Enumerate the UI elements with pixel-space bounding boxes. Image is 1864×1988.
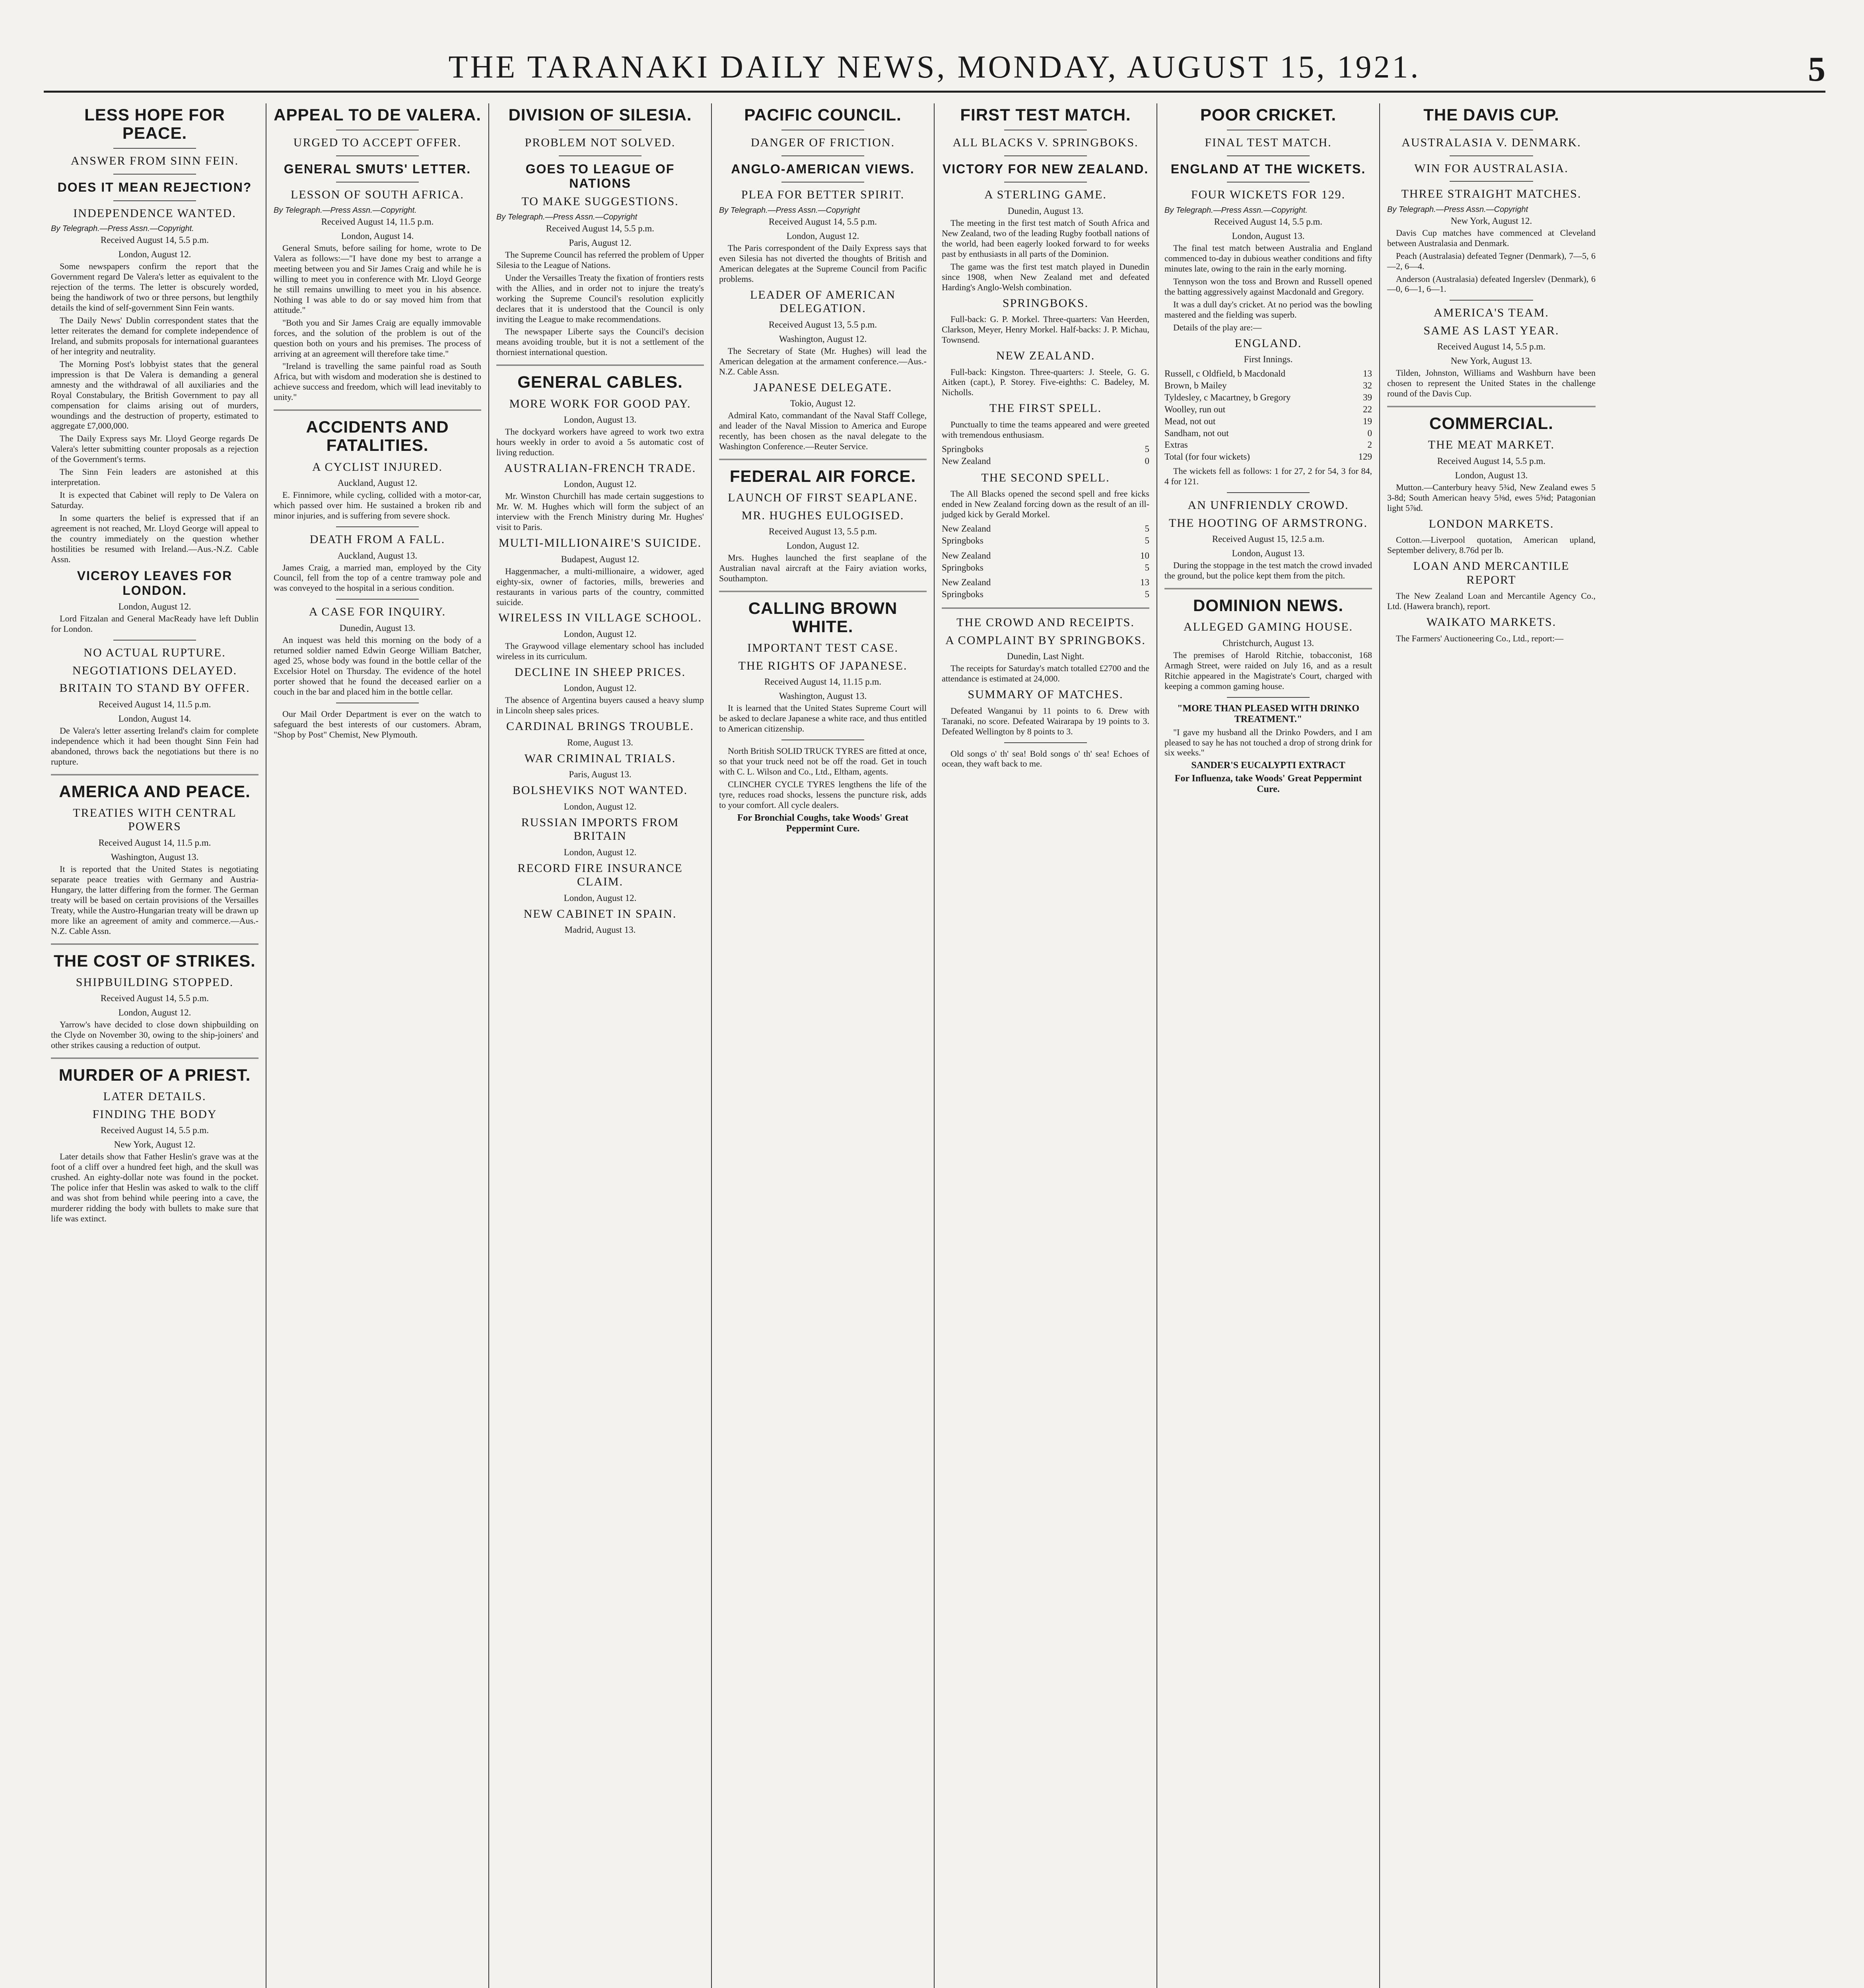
- paragraph: It is reported that the United States is negotiating separate peace treaties with Germany and Austria-Hungary, the latter differing from the former. The German treaty will be based on certain provisions of the Versailles Treaty, while the Austro-Hungarian treaty will be drawn up more like an agreement of amity and commerce.—Aus.-N.Z. Cable Assn.: [51, 864, 259, 936]
- scorecard-row: [1164, 380, 1372, 392]
- received-line: Received August 14, 5.5 p.m.: [546, 223, 655, 233]
- masthead: [44, 44, 1825, 91]
- rule: [113, 174, 196, 175]
- agency-line: By Telegraph.—Press Assn.—Copyright.: [1164, 206, 1308, 215]
- dateline: New York, August 12.: [114, 1140, 196, 1150]
- received-line: Received August 14, 5.5 p.m.: [1437, 456, 1546, 466]
- received-line: Received August 14, 5.5 p.m.: [100, 235, 209, 245]
- subheadline: ANGLO-AMERICAN VIEWS.: [731, 161, 915, 176]
- score-value: 5: [1145, 444, 1149, 454]
- headline: THE DAVIS CUP.: [1423, 105, 1559, 124]
- received-line: Received August 14, 11.5 p.m.: [98, 837, 211, 848]
- score-value: 5: [1145, 523, 1149, 534]
- runs-value: 0: [1367, 428, 1372, 438]
- subheadline: ANSWER FROM SINN FEIN.: [70, 154, 239, 168]
- rule: [1387, 406, 1596, 407]
- received-line: Received August 15, 12.5 a.m.: [1212, 534, 1325, 544]
- headline: CALLING BROWN WHITE.: [748, 599, 898, 636]
- paragraph: It is expected that Cabinet will reply to De Valera on Saturday.: [51, 490, 259, 511]
- paragraph: The receipts for Saturday's match totalled £2700 and the attendance is estimated at 24,000.: [942, 663, 1149, 684]
- received-line: Received August 14, 11.5 p.m.: [321, 216, 434, 227]
- subheadline: JAPANESE DELEGATE.: [753, 381, 892, 394]
- paragraph: An inquest was held this morning on the body of a returned soldier named Edwin George William Batcher, aged 25, whose body was found in the bottle cellar of the Excelsior Hotel on Thursday. The evidence of the hotel porter showed that he found the deceased earlier on a couch in the bar and placed him in the bottle cellar.: [274, 635, 481, 697]
- subheadline: THE CROWD AND RECEIPTS.: [956, 616, 1135, 629]
- paragraph: Cotton.—Liverpool quotation, American upland, September delivery, 8.76d per lb.: [1387, 535, 1596, 555]
- paragraph: The New Zealand Loan and Mercantile Agency Co., Ltd. (Hawera branch), report.: [1387, 591, 1596, 612]
- dateline: New York, August 12.: [1450, 215, 1532, 226]
- subheadline: IMPORTANT TEST CASE.: [747, 641, 899, 655]
- paragraph: The Farmers' Auctioneering Co., Ltd., report:—: [1396, 633, 1564, 643]
- headline: DOMINION NEWS.: [1193, 596, 1343, 615]
- subheadline: CARDINAL BRINGS TROUBLE.: [506, 720, 694, 733]
- advertisement: Our Mail Order Department is ever on the watch to safeguard the best interests of our customers. Abram, "Shop by Post" Chemist, New Plymouth.: [274, 709, 481, 740]
- subheadline: A STERLING GAME.: [984, 188, 1107, 202]
- team-name: Springboks: [942, 535, 984, 546]
- batsman-name: Tyldesley, c Macartney, b Gregory: [1164, 392, 1291, 402]
- headline: PACIFIC COUNCIL.: [744, 105, 902, 124]
- dateline: London, August 12.: [786, 231, 859, 241]
- subheadline: DANGER OF FRICTION.: [750, 136, 895, 149]
- headline: APPEAL TO DE VALERA.: [274, 105, 481, 124]
- rule: [1227, 697, 1310, 698]
- dateline: London, August 12.: [786, 541, 859, 551]
- dateline: London, August 12.: [118, 602, 191, 612]
- headline: ACCIDENTS AND FATALITIES.: [306, 417, 449, 455]
- rule: [1164, 588, 1372, 589]
- score-value: 10: [1140, 550, 1149, 561]
- dateline: Rome, August 13.: [567, 737, 634, 747]
- subheadline: TO MAKE SUGGESTIONS.: [521, 195, 679, 208]
- paragraph: E. Finnimore, while cycling, collided with a motor-car, which passed over him. He sustained a broken rib and minor injuries, and is suffering from severe shock.: [274, 490, 481, 521]
- subheadline: WAR CRIMINAL TRIALS.: [524, 751, 676, 765]
- dateline: London, August 12.: [564, 629, 637, 639]
- score-value: 0: [1145, 456, 1149, 466]
- headline: FEDERAL AIR FORCE.: [729, 466, 916, 485]
- headline: GENERAL CABLES.: [517, 373, 683, 392]
- paragraph: Anderson (Australasia) defeated Ingerslev (Denmark), 6—0, 6—1, 6—1.: [1387, 274, 1596, 294]
- runs-value: 39: [1363, 392, 1372, 402]
- rule: [51, 774, 259, 775]
- subheadline: VICEROY LEAVES FOR LONDON.: [77, 568, 233, 598]
- batsman-name: Sandham, not out: [1164, 428, 1229, 438]
- rule: [496, 365, 704, 366]
- advertisement: For Bronchial Coughs, take Woods' Great Peppermint Cure.: [737, 812, 909, 834]
- dateline: Washington, August 12.: [779, 334, 867, 344]
- advertisement-headline: SANDER'S EUCALYPTI EXTRACT: [1191, 760, 1345, 771]
- rule: [336, 526, 419, 527]
- dateline: Paris, August 13.: [569, 769, 632, 780]
- column-2: [266, 103, 489, 1988]
- paragraph: The dockyard workers have agreed to work two extra hours weekly in order to avoid a 5s automatic cost of living reduction.: [496, 427, 704, 457]
- subheadline: SUMMARY OF MATCHES.: [968, 688, 1123, 701]
- page-number: 5: [1808, 50, 1825, 89]
- paragraph: General Smuts, before sailing for home, wrote to De Valera as follows:—"I have done my best to arrange a meeting between you and Sir James Craig and while he is willing to meet you in conference with Mr. Lloyd George he still remains unwilling to meet you in his absence. Nothing I was able to do or say moved him from that attitude.": [274, 243, 481, 315]
- subheadline: INDEPENDENCE WANTED.: [73, 206, 236, 220]
- runs-value: 129: [1358, 452, 1372, 462]
- subheadline: DECLINE IN SHEEP PRICES.: [514, 665, 686, 679]
- dateline: London, August 12.: [564, 801, 637, 812]
- score-value: 5: [1145, 562, 1149, 573]
- paragraph: De Valera's letter asserting Ireland's claim for complete independence which it had been thought Sinn Fein had abandoned, throws back the negotiations but there is no rupture.: [51, 725, 259, 767]
- advertisement: CLINCHER CYCLE TYRES lengthens the life of the tyre, reduces road shocks, lessens the puncture risk, adds to your comfort. All cycle dealers.: [719, 779, 927, 810]
- paragraph: Defeated Wanganui by 11 points to 6. Drew with Taranaki, no score. Defeated Wairarapa by 19 points to 3. Defeated Wellington by 8 points to 3.: [942, 705, 1149, 736]
- agency-line: By Telegraph.—Press Assn.—Copyright: [719, 206, 860, 215]
- dateline: London, August 13.: [1455, 470, 1528, 480]
- subheadline: ENGLAND AT THE WICKETS.: [1170, 161, 1366, 176]
- scorecard-row: [1164, 368, 1372, 380]
- paragraph: James Craig, a married man, employed by the City Council, fell from the top of a centre tramway pole and was conveyed to the hospital in a serious condition.: [274, 562, 481, 593]
- team-label: SPRINGBOKS.: [1002, 296, 1089, 310]
- rule: [942, 608, 1149, 609]
- score-value: 5: [1145, 589, 1149, 600]
- paragraph: The meeting in the first test match of South Africa and New Zealand, two of the leading Rugby football nations of the world, had been eagerly looked forward to for weeks past by enthusiasts in all parts of the Dominion.: [942, 217, 1149, 259]
- subheadline: DOES IT MEAN REJECTION?: [57, 180, 252, 194]
- dateline: London, August 12.: [118, 1008, 191, 1018]
- subheadline: THE SECOND SPELL.: [981, 471, 1110, 484]
- rule: [336, 599, 419, 600]
- dateline: New York, August 13.: [1450, 356, 1532, 366]
- subheadline: A COMPLAINT BY SPRINGBOKS.: [945, 633, 1146, 647]
- subheadline: VICTORY FOR NEW ZEALAND.: [942, 161, 1149, 176]
- paragraph: "Ireland is travelling the same painful road as South Africa, but with wisdom and moderation she is destined to achieve success and freedom, which will lead inevitably to unity.": [274, 361, 481, 402]
- dateline: Washington, August 13.: [779, 691, 867, 701]
- subheadline: MULTI-MILLIONAIRE'S SUICIDE.: [498, 536, 702, 550]
- dateline: London, August 14.: [341, 231, 414, 241]
- paragraph: Haggenmacher, a multi-millionaire, a widower, aged eighty-six, owner of factories, mills, breweries and restaurants in various parts of the country, committed suicide.: [496, 566, 704, 607]
- agency-line: By Telegraph.—Press Assn.—Copyright.: [51, 224, 194, 233]
- rule: [113, 148, 196, 149]
- received-line: Received August 14, 5.5 p.m.: [100, 1125, 209, 1136]
- paragraph: Davis Cup matches have commenced at Cleveland between Australasia and Denmark.: [1387, 227, 1596, 248]
- score-box: [942, 523, 1149, 547]
- batsman-name: Mead, not out: [1164, 416, 1216, 426]
- paragraph: Tilden, Johnston, Williams and Washburn have been chosen to represent the United States in the challenge round of the Davis Cup.: [1387, 368, 1596, 399]
- dateline: Dunedin, August 13.: [339, 623, 416, 633]
- dateline: London, August 12.: [118, 249, 191, 260]
- innings-label: First Innings.: [1244, 354, 1293, 365]
- team-list: Full-back: Kingston. Three-quarters: J. Steele, G. G. Aitken (capt.), P. Storey. Five-eighths: C. Badeley, M. Nicholls.: [942, 367, 1149, 398]
- subheadline: AUSTRALIAN-FRENCH TRADE.: [504, 461, 696, 475]
- dateline: London, August 12.: [564, 479, 637, 489]
- rule: [1004, 742, 1087, 743]
- batsman-name: Total (for four wickets): [1164, 452, 1250, 462]
- rule: [1227, 155, 1310, 156]
- paragraph: Later details show that Father Heslin's grave was at the foot of a cliff over a hundred feet high, and the skull was crushed. An eighty-dollar note was found in the pocket. The police infer that Heslin was asked to walk to the cliff and was shot from behind while peering into a cave, the murderer ridding the body with bullets to make sure that life was extinct.: [51, 1151, 259, 1223]
- rule: [719, 591, 927, 592]
- scorecard-row: [1164, 415, 1372, 427]
- agency-line: By Telegraph.—Press Assn.—Copyright.: [274, 206, 417, 215]
- column-3: [489, 103, 712, 1988]
- subheadline: AUSTRALASIA V. DENMARK.: [1401, 136, 1581, 149]
- dateline: London, August 12.: [564, 847, 637, 857]
- paragraph: Peach (Australasia) defeated Tegner (Denmark), 7—5, 6—2, 6—4.: [1387, 250, 1596, 271]
- column-7: [1380, 103, 1603, 1988]
- score-box: [942, 577, 1149, 600]
- team-name: New Zealand: [942, 550, 991, 561]
- runs-value: 19: [1363, 416, 1372, 426]
- dateline: Christchurch, August 13.: [1223, 638, 1314, 648]
- dateline: London, August 13.: [564, 415, 637, 425]
- subheadline: WIRELESS IN VILLAGE SCHOOL.: [498, 611, 702, 625]
- rule: [113, 200, 196, 201]
- subheadline: URGED TO ACCEPT OFFER.: [293, 136, 462, 149]
- subheadline: FINAL TEST MATCH.: [1205, 136, 1332, 149]
- rule: [781, 155, 865, 156]
- article-columns: [44, 103, 1825, 1988]
- subheadline: BRITAIN TO STAND BY OFFER.: [59, 681, 250, 695]
- paragraph: The wickets fell as follows: 1 for 27, 2 for 54, 3 for 84, 4 for 121.: [1164, 466, 1372, 487]
- received-line: Received August 14, 5.5 p.m.: [1214, 216, 1323, 227]
- headline: DIVISION OF SILESIA.: [508, 105, 692, 124]
- batsman-name: Woolley, run out: [1164, 404, 1226, 414]
- subheadline: A CASE FOR INQUIRY.: [309, 605, 446, 619]
- rule: [559, 155, 642, 156]
- received-line: Received August 14, 11.5 p.m.: [98, 699, 211, 709]
- rule: [1450, 181, 1533, 182]
- column-5: [935, 103, 1157, 1988]
- rule: [1227, 492, 1310, 493]
- paragraph: The Graywood village elementary school has included wireless in its curriculum.: [496, 641, 704, 661]
- team-name: Springboks: [942, 562, 984, 573]
- subheadline: GENERAL SMUTS' LETTER.: [284, 161, 471, 176]
- paragraph: Some newspapers confirm the report that the Government regard De Valera's letter as equivalent to the rejection of the terms. The letter is obscurely worded, being the handiwork of two or three persons, but lengthily details the kind of self-government Sinn Fein wants.: [51, 261, 259, 313]
- runs-value: 32: [1363, 381, 1372, 390]
- paragraph: Punctually to time the teams appeared and were greeted with tremendous enthusiasm.: [942, 419, 1149, 440]
- subheadline: THREE STRAIGHT MATCHES.: [1401, 187, 1582, 201]
- subheadline: LONDON MARKETS.: [1429, 517, 1554, 530]
- headline: POOR CRICKET.: [1200, 105, 1337, 124]
- rule: [1450, 300, 1533, 301]
- team-name: Springboks: [942, 444, 984, 454]
- dateline: Auckland, August 12.: [337, 478, 418, 488]
- subheadline: AN UNFRIENDLY CROWD.: [1188, 499, 1349, 512]
- scorecard-row: [1164, 451, 1372, 463]
- subheadline: PROBLEM NOT SOLVED.: [525, 136, 676, 149]
- subheadline: LOAN AND MERCANTILE REPORT: [1413, 559, 1570, 586]
- batsman-name: Russell, c Oldfield, b Macdonald: [1164, 369, 1286, 379]
- dateline: Paris, August 12.: [569, 237, 632, 248]
- subheadline: NEGOTIATIONS DELAYED.: [72, 664, 237, 677]
- subheadline: ALLEGED GAMING HOUSE.: [1183, 620, 1353, 634]
- advertisement: For Influenza, take Woods' Great Peppermint Cure.: [1174, 773, 1362, 795]
- paragraph: Tennyson won the toss and Brown and Russell opened the batting aggressively against Macdonald and Gregory.: [1164, 276, 1372, 297]
- subheadline: LESSON OF SOUTH AFRICA.: [290, 188, 465, 202]
- score-value: 13: [1140, 577, 1149, 588]
- paragraph: Mutton.—Canterbury heavy 5¾d, New Zealand ewes 5 3-8d; South American heavy 5⅜d, ewes 5⅝d; Patagonian light 5⅞d.: [1387, 482, 1596, 513]
- paragraph: The newspaper Liberte says the Council's decision means avoiding trouble, but it is not a settlement of the thorniest international question.: [496, 326, 704, 357]
- paragraph: The Paris correspondent of the Daily Express says that even Silesia has not diverted the thoughts of British and American delegates at the Supreme Council from Pacific problems.: [719, 243, 927, 284]
- team-label: NEW ZEALAND.: [996, 349, 1095, 363]
- paragraph: Details of the play are:—: [1173, 322, 1262, 332]
- paragraph: The game was the first test match played in Dunedin since 1908, when New Zealand met and defeated Harding's Anglo-Welsh combination.: [942, 261, 1149, 292]
- paragraph: The Secretary of State (Mr. Hughes) will lead the American delegation at the armament conference.—Aus.-N.Z. Cable Assn.: [719, 346, 927, 377]
- team-name: Springboks: [942, 589, 984, 600]
- subheadline: WIN FOR AUSTRALASIA.: [1414, 161, 1569, 175]
- paragraph: The Supreme Council has referred the problem of Upper Silesia to the League of Nations.: [496, 249, 704, 270]
- subheadline: NO ACTUAL RUPTURE.: [84, 646, 226, 660]
- paragraph: The Morning Post's lobbyist states that the general impression is that De Valera is demanding a general amnesty and the withdrawal of all auxiliaries and the Royal Constabulary, the British Government to pay all compensation for claims arising out of murders, woundings and the destruction of property, estimated to aggregate £7,000,000.: [51, 359, 259, 431]
- subheadline: LEADER OF AMERICAN DELEGATION.: [750, 288, 896, 315]
- runs-value: 22: [1363, 404, 1372, 414]
- dateline: Auckland, August 13.: [337, 550, 418, 561]
- scorecard: [1164, 368, 1372, 463]
- score-value: 5: [1145, 535, 1149, 546]
- subheadline: NEW CABINET IN SPAIN.: [523, 907, 677, 920]
- subheadline: LAUNCH OF FIRST SEAPLANE.: [728, 491, 918, 505]
- scorecard-row: [1164, 427, 1372, 439]
- subheadline: RUSSIAN IMPORTS FROM BRITAIN: [521, 815, 679, 843]
- headline: LESS HOPE FOR PEACE.: [84, 105, 225, 143]
- subheadline: DEATH FROM A FALL.: [309, 533, 445, 546]
- score-box: [942, 443, 1149, 467]
- rule: [719, 459, 927, 460]
- rule: [113, 640, 196, 641]
- team-name: New Zealand: [942, 456, 991, 466]
- headline: MURDER OF A PRIEST.: [58, 1066, 251, 1085]
- dateline: London, August 12.: [564, 683, 637, 693]
- headline: FIRST TEST MATCH.: [960, 105, 1131, 124]
- scorecard-row: [1164, 439, 1372, 451]
- subheadline: AMERICA'S TEAM.: [1434, 306, 1549, 320]
- subheadline: MORE WORK FOR GOOD PAY.: [509, 397, 691, 410]
- rule: [274, 410, 481, 411]
- paragraph: It is learned that the United States Supreme Court will be asked to declare Japanese a white race, and thus entitled to American citizenship.: [719, 703, 927, 734]
- runs-value: 2: [1367, 440, 1372, 450]
- column-4: [712, 103, 935, 1988]
- received-line: Received August 13, 5.5 p.m.: [768, 526, 877, 537]
- subheadline: LATER DETAILS.: [103, 1090, 206, 1103]
- subheadline: FINDING THE BODY: [92, 1107, 217, 1121]
- paragraph: The Sinn Fein leaders are astonished at this interpretation.: [51, 467, 259, 487]
- subheadline: ALL BLACKS V. SPRINGBOKS.: [952, 136, 1139, 149]
- subheadline: RECORD FIRE INSURANCE CLAIM.: [517, 861, 683, 889]
- agency-line: By Telegraph.—Press Assn.—Copyright: [496, 212, 638, 221]
- team-name: New Zealand: [942, 523, 991, 534]
- team-list: Full-back: G. P. Morkel. Three-quarters: Van Heerden, Clarkson, Meyer, Henry Morkel. Half-backs: J. P. Michau, Townsend.: [942, 314, 1149, 345]
- column-1: [44, 103, 266, 1988]
- rule: [51, 1058, 259, 1059]
- paragraph: In some quarters the belief is expressed that if an agreement is not reached, Mr. Lloyd George will appeal to the country immediately on the question whether hostilities be resumed with Ireland.—Aus.-N.Z. Cable Assn.: [51, 513, 259, 564]
- dateline: London, August 13.: [1232, 231, 1305, 241]
- team-name: New Zealand: [942, 577, 991, 588]
- paragraph: It was a dull day's cricket. At no period was the bowling mastered and the fielding was superb.: [1164, 299, 1372, 320]
- paragraph: The Daily News' Dublin correspondent states that the letter reiterates the demand for complete independence of Ireland, and submits proposals for international guarantees of her integrity and neutrality.: [51, 315, 259, 356]
- dateline: London, August 12.: [564, 893, 637, 903]
- received-line: Received August 14, 5.5 p.m.: [1437, 342, 1546, 352]
- team-label: ENGLAND.: [1234, 336, 1302, 350]
- subheadline: THE MEAT MARKET.: [1428, 438, 1555, 452]
- advertisement: Old songs o' th' sea! Bold songs o' th' sea! Echoes of ocean, they waft back to me.: [942, 748, 1149, 769]
- subheadline: THE FIRST SPELL.: [989, 402, 1102, 415]
- dateline: Budapest, August 12.: [561, 554, 639, 564]
- masthead-rule: [44, 91, 1825, 93]
- paragraph: Under the Versailles Treaty the fixation of frontiers rests with the Allies, and in order not to injure the treaty's working the Supreme Council's resolution explicitly declares that it is understood that the Council is only inviting the League to make recommendations.: [496, 272, 704, 324]
- subheadline: THE HOOTING OF ARMSTRONG.: [1168, 516, 1368, 530]
- subheadline: MR. HUGHES EULOGISED.: [741, 509, 904, 522]
- received-line: Received August 13, 5.5 p.m.: [768, 319, 877, 330]
- advertisement: North British SOLID TRUCK TYRES are fitted at once, so that your truck need not be off the road. Get in touch with C. L. Wilson and Co., Ltd., Eltham, agents.: [719, 746, 927, 777]
- column-6: [1157, 103, 1380, 1988]
- subheadline: GOES TO LEAGUE OF NATIONS: [525, 161, 675, 191]
- paragraph: During the stoppage in the test match the crowd invaded the ground, but the police kept them from the pitch.: [1164, 560, 1372, 581]
- dateline: Tokio, August 12.: [790, 398, 856, 409]
- newspaper-title: THE TARANAKI DAILY NEWS, MONDAY, AUGUST 15, 1921.: [448, 50, 1421, 85]
- agency-line: By Telegraph.—Press Assn.—Copyright: [1387, 205, 1528, 214]
- subheadline: BOLSHEVIKS NOT WANTED.: [512, 784, 688, 797]
- subheadline: WAIKATO MARKETS.: [1426, 615, 1557, 629]
- subheadline: THE RIGHTS OF JAPANESE.: [738, 659, 908, 672]
- dateline: Dunedin, August 13.: [1007, 206, 1084, 216]
- rule: [51, 944, 259, 945]
- scorecard-row: [1164, 392, 1372, 404]
- subheadline: TREATIES WITH CENTRAL POWERS: [73, 806, 237, 833]
- batsman-name: Extras: [1164, 440, 1188, 450]
- rule: [1450, 155, 1533, 156]
- subheadline: A CYCLIST INJURED.: [312, 460, 443, 474]
- paragraph: The final test match between Australia and England commenced to-day in dubious weather conditions and fifty minutes late, owing to the rain in the early morning.: [1164, 243, 1372, 274]
- headline: THE COST OF STRIKES.: [54, 951, 256, 970]
- paragraph: Mr. Winston Churchill has made certain suggestions to Mr. W. M. Hughes which will form the subject of an interview with the French Ministry during Mr. Hughes' visit to Paris.: [496, 491, 704, 532]
- paragraph: Admiral Kato, commandant of the Naval Staff College, and leader of the Naval Mission to America and Europe recently, has been chosen as the naval delegate to the Washington Conference.—Reuter Service.: [719, 410, 927, 452]
- paragraph: "Both you and Sir James Craig are equally immovable forces, and the solution of the problem is out of the question both on yours and his premises. The process of arriving at an agreement will therefore take time.": [274, 317, 481, 359]
- scorecard-row: [1164, 404, 1372, 415]
- advertisement: "I gave my husband all the Drinko Powders, and I am pleased to say he has not touched a drop of strong drink for six weeks.": [1164, 727, 1372, 758]
- headline: COMMERCIAL.: [1429, 414, 1553, 433]
- received-line: Received August 14, 11.15 p.m.: [764, 677, 882, 687]
- dateline: London, August 13.: [1232, 548, 1305, 559]
- paragraph: The All Blacks opened the second spell and free kicks ended in New Zealand forcing down as the result of an ill-judged kick by Gerald Morkel.: [942, 489, 1149, 519]
- received-line: Received August 14, 5.5 p.m.: [100, 993, 209, 1004]
- advertisement-headline: "MORE THAN PLEASED WITH DRINKO TREATMENT.": [1177, 703, 1359, 724]
- batsman-name: Brown, b Mailey: [1164, 381, 1227, 390]
- subheadline: FOUR WICKETS FOR 129.: [1191, 188, 1346, 202]
- subheadline: PLEA FOR BETTER SPIRIT.: [741, 188, 905, 202]
- paragraph: The Daily Express says Mr. Lloyd George regards De Valera's letter submitting counter proposals as a rejection of the Government's terms.: [51, 433, 259, 464]
- subheadline: SHIPBUILDING STOPPED.: [76, 975, 234, 989]
- paragraph: Yarrow's have decided to close down shipbuilding on the Clyde on November 30, owing to the ship-joiners' and other strikes causing a reduction of output.: [51, 1019, 259, 1050]
- rule: [1004, 155, 1087, 156]
- score-box: [942, 550, 1149, 574]
- subheadline: SAME AS LAST YEAR.: [1423, 324, 1559, 337]
- dateline: Washington, August 13.: [111, 852, 199, 862]
- received-line: Received August 14, 5.5 p.m.: [768, 216, 877, 227]
- dateline: Dunedin, Last Night.: [1007, 651, 1085, 662]
- paragraph: Lord Fitzalan and General MacReady have left Dublin for London.: [51, 613, 259, 634]
- paragraph: The absence of Argentina buyers caused a heavy slump in Lincoln sheep sales prices.: [496, 695, 704, 716]
- runs-value: 13: [1363, 369, 1372, 379]
- paragraph: The premises of Harold Ritchie, tobacconist, 168 Armagh Street, were raided on July 16, and as a result Ritchie appeared in the Magistrate's Court, charged with keeping a common gaming house.: [1164, 650, 1372, 691]
- paragraph: Mrs. Hughes launched the first seaplane of the Australian naval aircraft at the Fairy aviation works, Southampton.: [719, 553, 927, 584]
- rule: [336, 155, 419, 156]
- dateline: London, August 14.: [118, 713, 191, 724]
- dateline: Madrid, August 13.: [564, 925, 636, 935]
- headline: AMERICA AND PEACE.: [59, 782, 251, 801]
